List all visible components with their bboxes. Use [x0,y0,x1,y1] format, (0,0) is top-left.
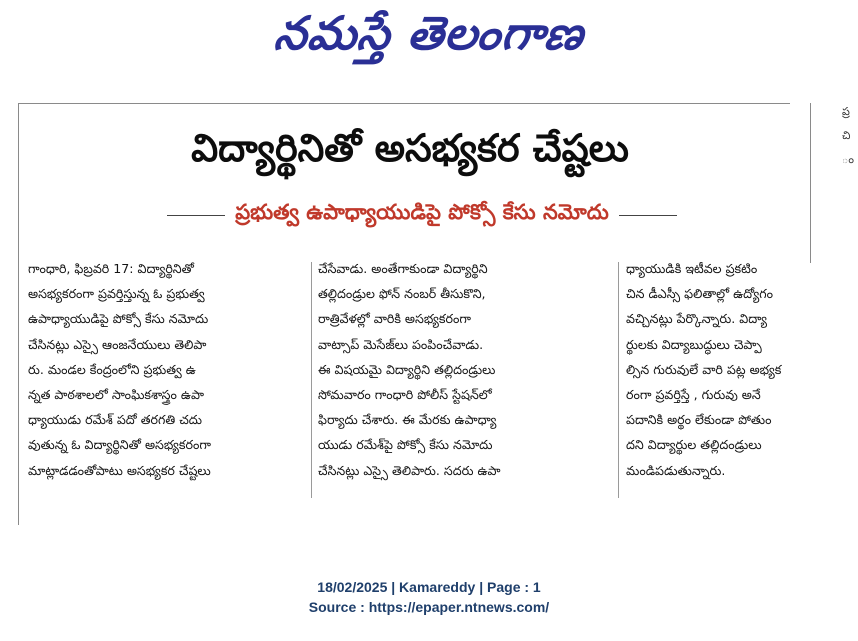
footer-date-edition-page: 18/02/2025 | Kamareddy | Page : 1 [317,579,541,595]
body-line: రు. మండల కేంద్రంలోని ప్రభుత్వ ఉ [28,361,196,377]
footer-source-link[interactable]: Source : https://epaper.ntnews.com/ [308,599,550,615]
body-line: న్నత పాఠశాలలో సాంఘికశాస్త్రం ఉపా [28,387,204,403]
clipping-top-border [18,103,790,104]
body-line: ర్థులకు విద్యాబుద్ధులు చెప్పా [626,336,762,352]
body-line: తల్లిదండ్రుల ఫోన్ నంబర్ తీసుకొని, [318,286,486,302]
snippet-line: ప్ర [842,105,850,118]
clipping-footer [0,577,858,617]
body-line: మాట్లాడడంతోపాటు అసభ్యకర చేష్టలు [28,462,211,478]
adjacent-article-snippet [842,100,858,172]
body-line: ఈ విషయమై విద్యార్థిని తల్లిదండ్రులు [318,361,496,377]
body-line: వాట్సాప్ మెసేజ్‌లు పంపించేవాడు. [318,336,484,352]
body-line: ధ్యాయుడు రమేశ్ పదో తరగతి చదు [28,412,203,428]
body-line: పదానికి అర్థం లేకుండా పోతుం [626,412,772,428]
body-line: వుతున్న ఓ విద్యార్థినితో అసభ్యకరంగా [28,437,211,453]
body-line: చిన డీఎస్సీ ఫలితాల్లో ఉద్యోగం [626,286,774,302]
body-line: చేసినట్లు ఎస్సై తెలిపారు. సదరు ఉపా [318,462,501,478]
body-line: ధ్యాయుడికి ఇటీవల ప్రకటిం [626,261,758,276]
body-line: రాత్రివేళల్లో వారికి అసభ్యకరంగా [318,311,471,327]
body-line: గాంధారి, ఫిబ్రవరి 17: విద్యార్థినితో [28,261,194,276]
body-column-1 [28,256,304,483]
body-column-2 [318,256,594,483]
snippet-line: ం [842,153,854,166]
body-line: చేసేవాడు. అంతేగాకుండా విద్యార్థిని [318,261,488,276]
adjacent-column-rule [810,103,811,263]
subheadline-row [72,197,772,233]
body-line: ల్సిన గురువులే వారి పట్ల అభ్యక [626,361,782,377]
snippet-line: చి [842,129,851,142]
body-column-3 [626,256,858,483]
masthead [0,0,858,78]
article-body [28,256,858,516]
article-headline: విద్యార్థినితో అసభ్యకర చేష్టలు [191,126,629,170]
column-divider [311,262,312,498]
body-line: అసభ్యకరంగా ప్రవర్తిస్తున్న ఓ ప్రభుత్వ [28,286,205,302]
masthead-logo: నమస్తే తెలంగాణ [272,6,588,60]
subheadline-rule-left [167,215,225,216]
body-line: వచ్చినట్లు పేర్కొన్నారు. విద్యా [626,311,768,327]
body-line: రంగా ప్రవర్తిస్తే , గురువు అనే [626,387,761,403]
body-line: మండిపడుతున్నారు. [626,462,726,478]
clipping-left-border [18,103,19,525]
body-line: యుడు రమేశ్‌పై పోక్సో కేసు నమోదు [318,437,493,453]
body-line: చేసినట్లు ఎస్సై ఆంజనేయులు తెలిపా [28,336,207,352]
body-line: సోమవారం గాంధారి పోలీస్ స్టేషన్‌లో [318,387,492,403]
article-subheadline: ప్రభుత్వ ఉపాధ్యాయుడిపై పోక్సో కేసు నమోదు [235,200,609,224]
body-line: ఉపాధ్యాయుడిపై పోక్సో కేసు నమోదు [28,311,209,327]
body-line: ఫిర్యాదు చేశారు. ఈ మేరకు ఉపాధ్యా [318,412,497,428]
body-line: దని విద్యార్థుల తల్లిదండ్రులు [626,437,762,453]
column-divider [618,262,619,498]
subheadline-rule-right [619,215,677,216]
